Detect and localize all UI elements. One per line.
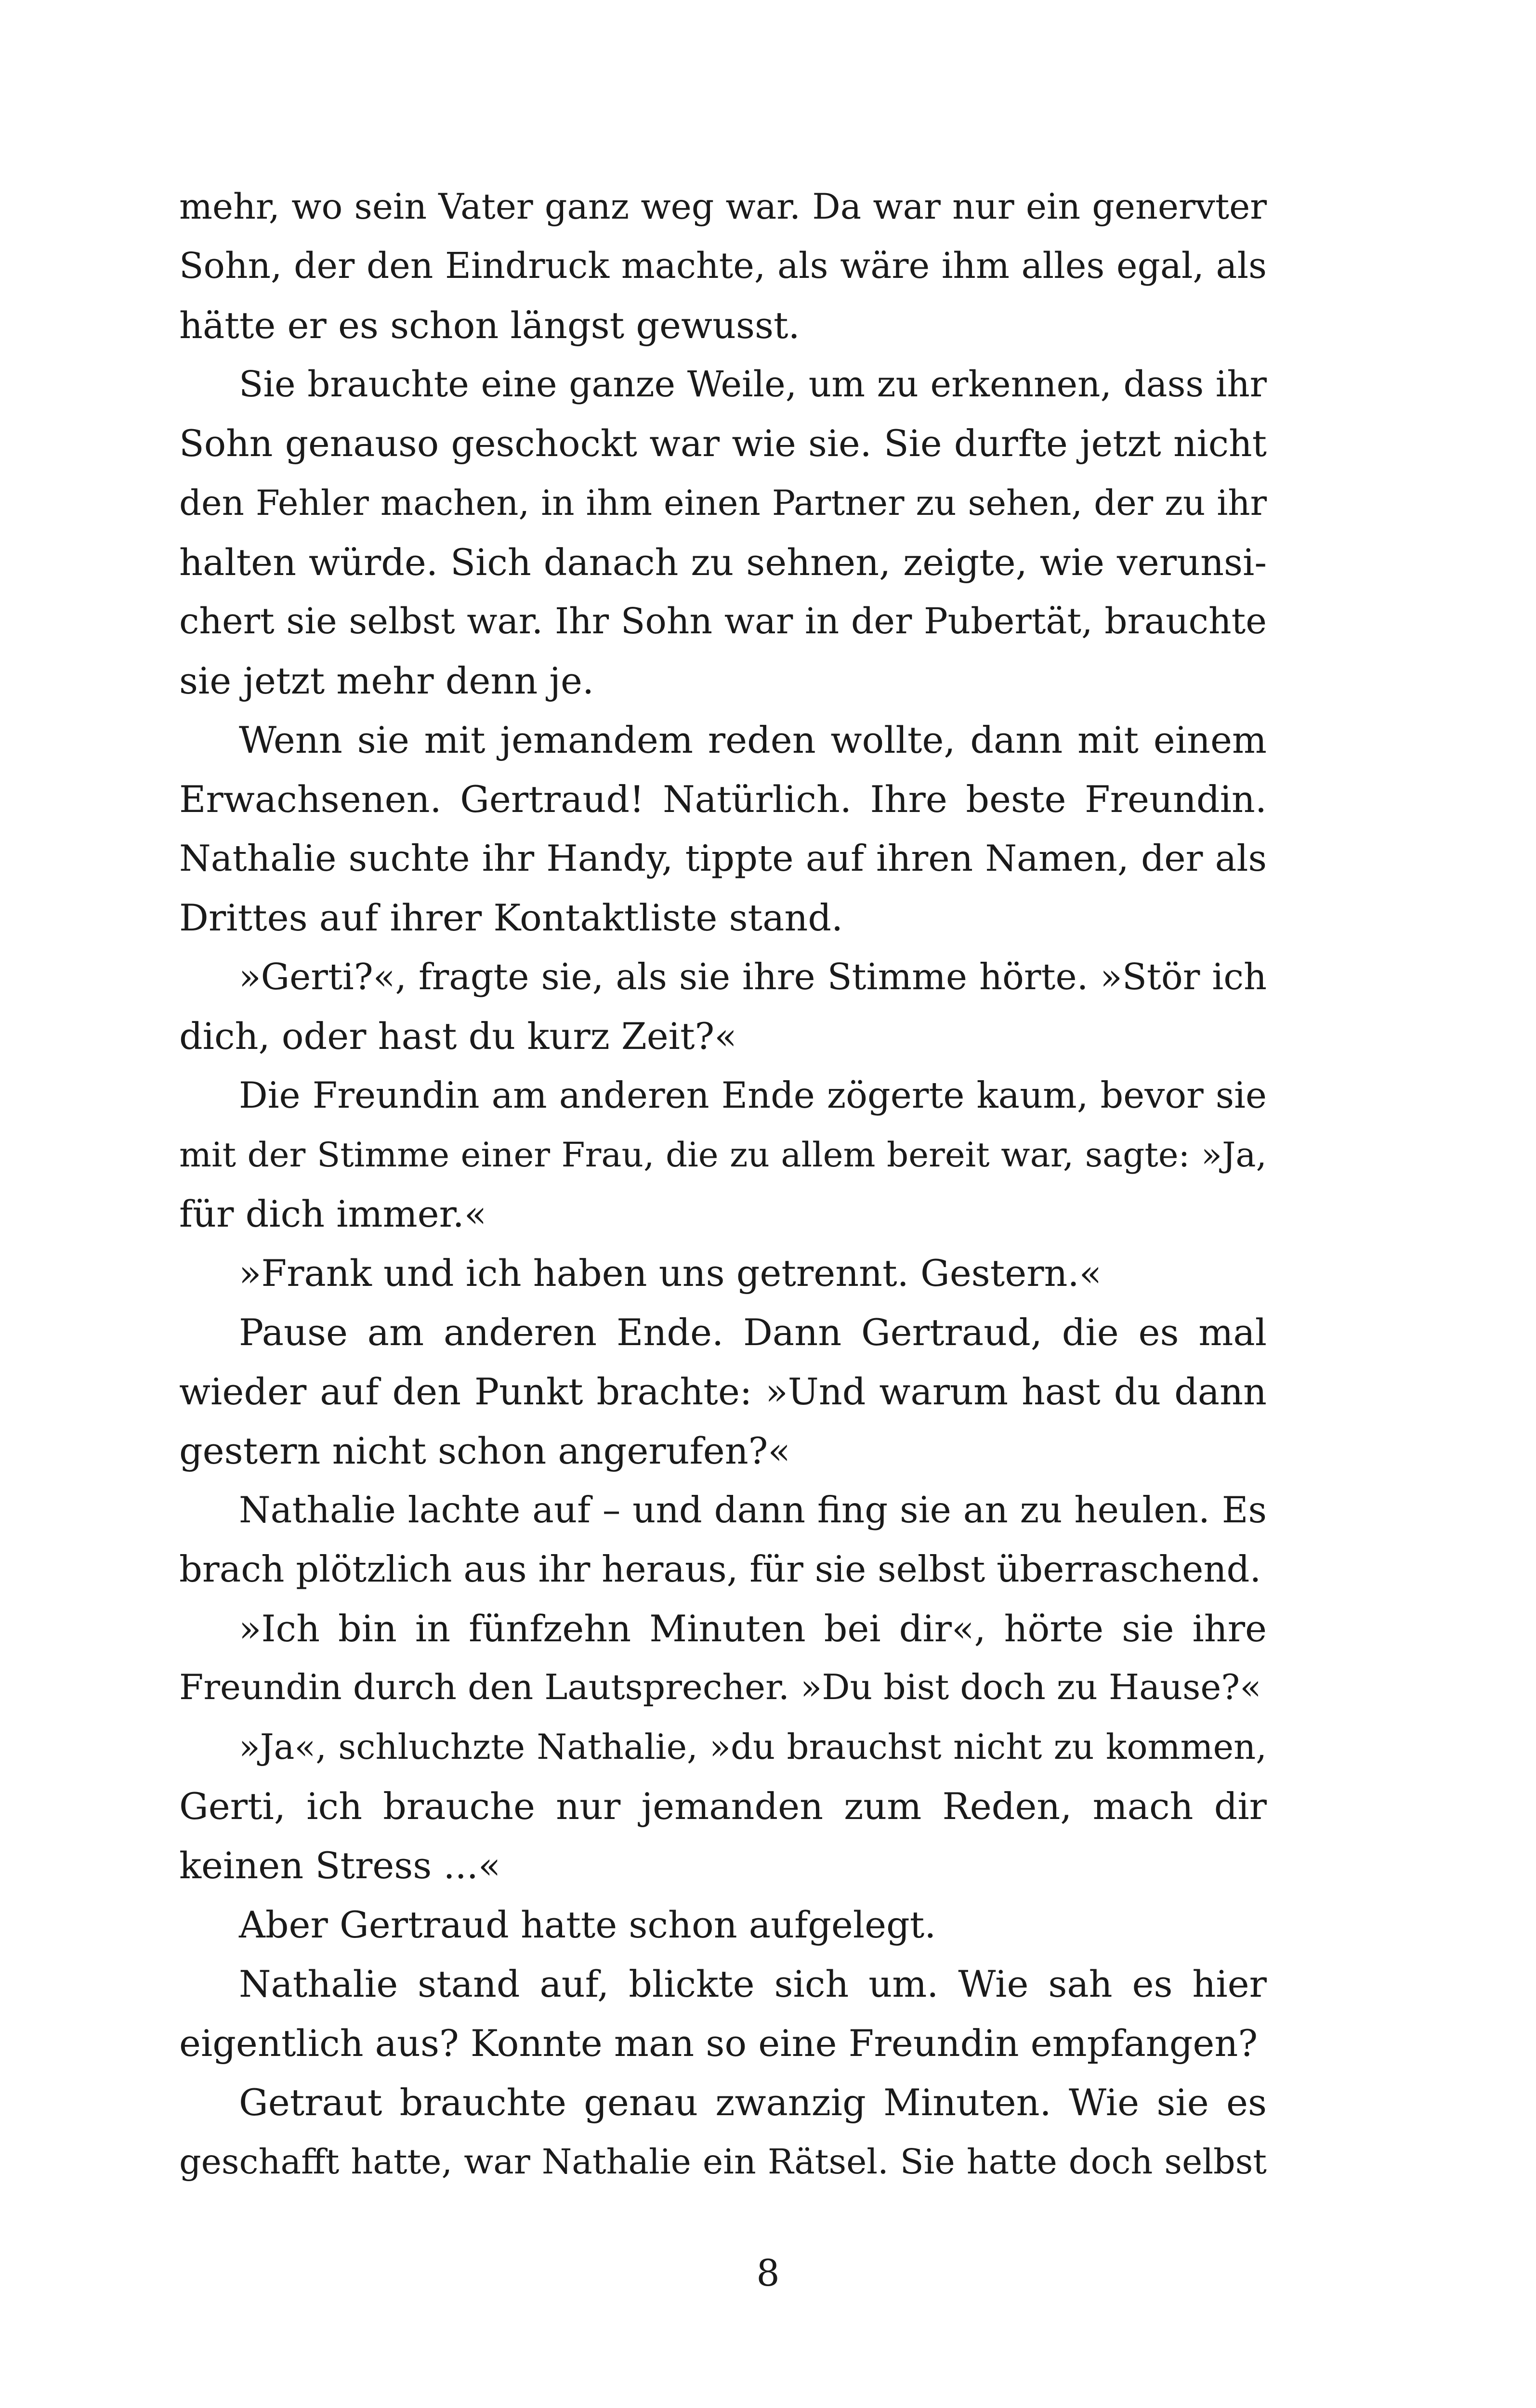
text-line: chert sie selbst war. Ihr Sohn war in der Pubertät, brauchte [179, 601, 1267, 642]
text-line: Nathalie lachte auf – und dann fing sie an zu heulen. Es [239, 1489, 1267, 1531]
text-line: Pause am anderen Ende. Dann Gertraud, die es mal [239, 1311, 1267, 1354]
text-line: »Ich bin in fünfzehn Minuten bei dir«, hörte sie ihre [239, 1607, 1267, 1650]
text-line: »Ja«, schluchzte Nathalie, »du brauchst nicht zu kommen, [239, 1727, 1267, 1767]
text-line: mit der Stimme einer Frau, die zu allem bereit war, sagte: »Ja, [179, 1135, 1267, 1175]
text-line: Getraut brauchte genau zwanzig Minuten. Wie sie es [239, 2081, 1267, 2124]
text-line: Nathalie suchte ihr Handy, tippte auf ihren Namen, der als [179, 837, 1267, 879]
text-line: den Fehler machen, in ihm einen Partner zu sehen, der zu ihr [179, 483, 1267, 523]
text-line: Nathalie stand auf, blickte sich um. Wie sah es hier [239, 1963, 1267, 2005]
text-line: Wenn sie mit jemandem reden wollte, dann mit einem [239, 719, 1267, 761]
text-line: dich, oder hast du kurz Zeit?« [179, 1015, 737, 1058]
text-line: Drittes auf ihrer Kontaktliste stand. [179, 896, 843, 939]
text-line: »Gerti?«, fragte sie, als sie ihre Stimme hörte. »Stör ich [239, 956, 1267, 998]
text-line: halten würde. Sich danach zu sehnen, zeigte, wie verunsi- [179, 541, 1267, 584]
text-line: keinen Stress ...« [179, 1844, 501, 1887]
text-line: wieder auf den Punkt brachte: »Und warum hast du dann [179, 1370, 1267, 1413]
body-text [179, 177, 1267, 2191]
text-line: »Frank und ich haben uns getrennt. Gestern.« [239, 1252, 1102, 1295]
text-line: für dich immer.« [179, 1192, 487, 1235]
text-line: Die Freundin am anderen Ende zögerte kaum, bevor sie [239, 1074, 1267, 1116]
text-line: Freundin durch den Lautsprecher. »Du bist doch zu Hause?« [179, 1667, 1261, 1708]
text-line: eigentlich aus? Konnte man so eine Freundin empfangen? [179, 2022, 1258, 2065]
text-line: Sie brauchte eine ganze Weile, um zu erkennen, dass ihr [239, 364, 1267, 405]
text-line: Sohn genauso geschockt war wie sie. Sie durfte jetzt nicht [179, 422, 1267, 465]
text-line: Gerti, ich brauche nur jemanden zum Reden, mach dir [179, 1785, 1267, 1828]
text-line: Aber Gertraud hatte schon aufgelegt. [239, 1903, 936, 1946]
text-line: sie jetzt mehr denn je. [179, 659, 594, 702]
text-line: Sohn, der den Eindruck machte, als wäre ihm alles egal, als [179, 245, 1267, 287]
text-line: brach plötzlich aus ihr heraus, für sie selbst überraschend. [179, 1548, 1261, 1590]
text-line: geschafft hatte, war Nathalie ein Rätsel. Sie hatte doch selbst [179, 2142, 1267, 2182]
page-number: 8 [756, 2251, 780, 2294]
text-line: Erwachsenen. Gertraud! Natürlich. Ihre beste Freundin. [179, 778, 1267, 821]
text-line: mehr, wo sein Vater ganz weg war. Da war nur ein genervter [179, 186, 1267, 227]
text-line: gestern nicht schon angerufen?« [179, 1429, 790, 1472]
text-line: hätte er es schon längst gewusst. [179, 304, 800, 347]
